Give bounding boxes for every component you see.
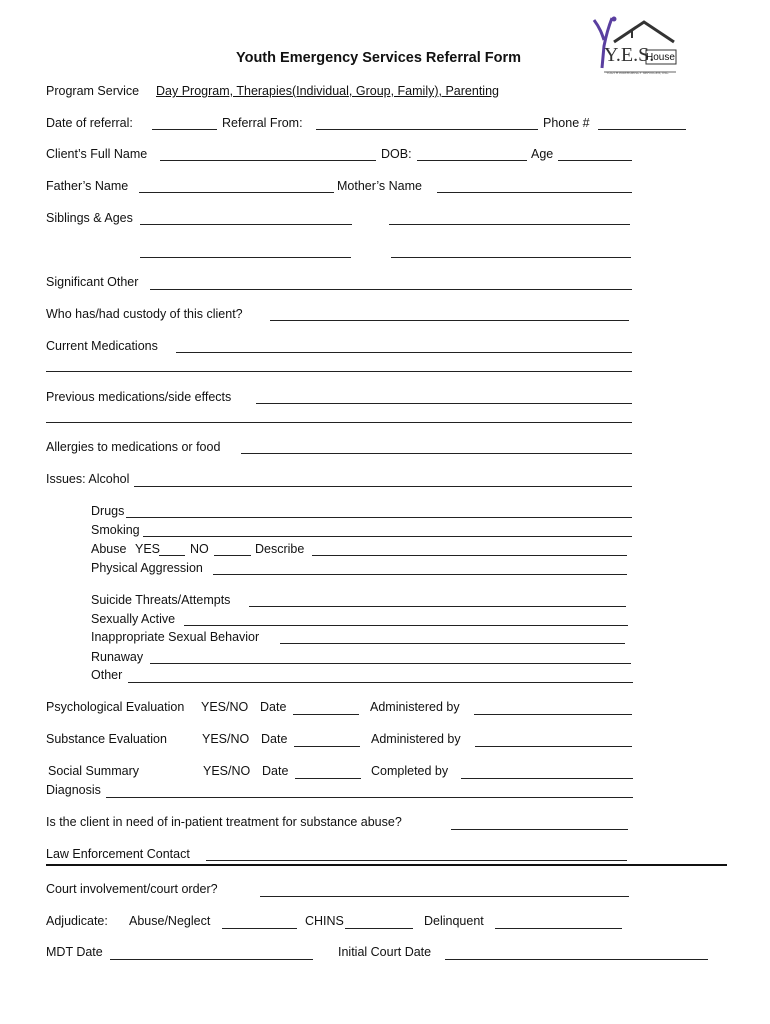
inappropriate-behavior-label: Inappropriate Sexual Behavior bbox=[91, 630, 260, 644]
social-summary-date-label: Date bbox=[262, 764, 289, 778]
alcohol-field[interactable] bbox=[134, 486, 632, 487]
siblings-field-1[interactable] bbox=[140, 224, 352, 225]
current-medications-label: Current Medications bbox=[46, 339, 158, 353]
date-of-referral-label: Date of referral: bbox=[46, 116, 133, 130]
abuse-no-field[interactable] bbox=[214, 555, 251, 556]
abuse-no-label: NO bbox=[190, 542, 209, 556]
client-name-field[interactable] bbox=[160, 160, 376, 161]
drugs-label: Drugs bbox=[91, 504, 125, 518]
social-summary-completed-label: Completed by bbox=[371, 764, 449, 778]
previous-medications-field-2[interactable] bbox=[46, 422, 632, 423]
page-title: Youth Emergency Services Referral Form bbox=[236, 50, 522, 66]
significant-other-label: Significant Other bbox=[46, 275, 139, 289]
current-medications-field[interactable] bbox=[176, 352, 632, 353]
substance-eval-admin-field[interactable] bbox=[475, 746, 632, 747]
phone-field[interactable] bbox=[598, 129, 686, 130]
mother-name-field[interactable] bbox=[437, 192, 632, 193]
date-of-referral-field[interactable] bbox=[152, 129, 217, 130]
smoking-label: Smoking bbox=[91, 523, 140, 537]
substance-eval-date-field[interactable] bbox=[294, 746, 360, 747]
suicide-threats-field[interactable] bbox=[249, 606, 626, 607]
logo-house-text: House bbox=[646, 52, 675, 63]
dob-field[interactable] bbox=[417, 160, 527, 161]
abuse-yes-field[interactable] bbox=[159, 555, 185, 556]
court-involvement-label: Court involvement/court order? bbox=[46, 882, 218, 896]
sexually-active-field[interactable] bbox=[184, 625, 628, 626]
current-medications-field-2[interactable] bbox=[46, 371, 632, 372]
law-enforcement-label: Law Enforcement Contact bbox=[46, 847, 190, 861]
substance-eval-label: Substance Evaluation bbox=[46, 732, 167, 746]
chins-field[interactable] bbox=[345, 928, 413, 929]
court-involvement-field[interactable] bbox=[260, 896, 629, 897]
abuse-describe-label: Describe bbox=[255, 542, 305, 556]
mdt-date-field[interactable] bbox=[110, 959, 313, 960]
siblings-field-2[interactable] bbox=[389, 224, 630, 225]
abuse-label: Abuse bbox=[91, 542, 127, 556]
dob-label: DOB: bbox=[381, 147, 412, 161]
physical-aggression-field[interactable] bbox=[213, 574, 627, 575]
custody-label: Who has/had custody of this client? bbox=[46, 307, 243, 321]
inpatient-field[interactable] bbox=[451, 829, 628, 830]
social-summary-label: Social Summary bbox=[48, 764, 139, 778]
delinquent-label: Delinquent bbox=[424, 914, 484, 928]
mdt-date-label: MDT Date bbox=[46, 945, 103, 959]
referral-from-field[interactable] bbox=[316, 129, 538, 130]
substance-eval-date-label: Date bbox=[261, 732, 288, 746]
siblings-label: Siblings & Ages bbox=[46, 211, 133, 225]
psych-eval-admin-field[interactable] bbox=[474, 714, 632, 715]
father-name-label: Father’s Name bbox=[46, 179, 129, 193]
section-divider bbox=[46, 864, 727, 866]
program-service-value: Day Program, Therapies(Individual, Group, Family), Parenting bbox=[156, 84, 499, 98]
runaway-label: Runaway bbox=[91, 650, 144, 664]
client-name-label: Client’s Full Name bbox=[46, 147, 148, 161]
abuse-describe-field[interactable] bbox=[312, 555, 627, 556]
age-field[interactable] bbox=[558, 160, 632, 161]
sexually-active-label: Sexually Active bbox=[91, 612, 176, 626]
runaway-field[interactable] bbox=[150, 663, 631, 664]
previous-medications-field[interactable] bbox=[256, 403, 632, 404]
siblings-field-4[interactable] bbox=[391, 257, 631, 258]
father-name-field[interactable] bbox=[139, 192, 334, 193]
abuse-neglect-field[interactable] bbox=[222, 928, 297, 929]
allergies-label: Allergies to medications or food bbox=[46, 440, 221, 454]
program-service-label: Program Service bbox=[46, 84, 140, 98]
physical-aggression-label: Physical Aggression bbox=[91, 561, 203, 575]
other-label: Other bbox=[91, 668, 123, 682]
psych-eval-admin-label: Administered by bbox=[370, 700, 460, 714]
abuse-yes-label: YES bbox=[135, 542, 161, 556]
psych-eval-date-label: Date bbox=[260, 700, 287, 714]
logo-letters: Y.E.S. bbox=[604, 44, 655, 66]
inappropriate-behavior-field[interactable] bbox=[280, 643, 625, 644]
initial-court-date-label: Initial Court Date bbox=[338, 945, 432, 959]
previous-medications-label: Previous medications/side effects bbox=[46, 390, 232, 404]
custody-field[interactable] bbox=[270, 320, 629, 321]
social-summary-completed-field[interactable] bbox=[461, 778, 633, 779]
law-enforcement-field[interactable] bbox=[206, 860, 627, 861]
mother-name-label: Mother’s Name bbox=[337, 179, 422, 193]
substance-eval-admin-label: Administered by bbox=[371, 732, 461, 746]
substance-eval-yesno: YES/NO bbox=[202, 732, 250, 746]
age-label: Age bbox=[531, 147, 554, 161]
drugs-field[interactable] bbox=[126, 517, 632, 518]
phone-label: Phone # bbox=[543, 116, 590, 130]
significant-other-field[interactable] bbox=[150, 289, 632, 290]
psych-eval-date-field[interactable] bbox=[293, 714, 359, 715]
abuse-neglect-label: Abuse/Neglect bbox=[129, 914, 211, 928]
other-field[interactable] bbox=[128, 682, 633, 683]
suicide-threats-label: Suicide Threats/Attempts bbox=[91, 593, 231, 607]
issues-alcohol-label: Issues: Alcohol bbox=[46, 472, 130, 486]
delinquent-field[interactable] bbox=[495, 928, 622, 929]
inpatient-label: Is the client in need of in-patient treatment for substance abuse? bbox=[46, 815, 402, 829]
psych-eval-label: Psychological Evaluation bbox=[46, 700, 185, 714]
social-summary-date-field[interactable] bbox=[295, 778, 361, 779]
referral-from-label: Referral From: bbox=[222, 116, 303, 130]
diagnosis-label: Diagnosis bbox=[46, 783, 101, 797]
psych-eval-yesno: YES/NO bbox=[201, 700, 249, 714]
adjudicate-label: Adjudicate: bbox=[46, 914, 108, 928]
social-summary-yesno: YES/NO bbox=[203, 764, 251, 778]
siblings-field-3[interactable] bbox=[140, 257, 351, 258]
chins-label: CHINS bbox=[305, 914, 344, 928]
initial-court-date-field[interactable] bbox=[445, 959, 708, 960]
allergies-field[interactable] bbox=[241, 453, 632, 454]
diagnosis-field[interactable] bbox=[106, 797, 633, 798]
smoking-field[interactable] bbox=[143, 536, 632, 537]
logo-org-text: YOUTH EMERGENCY SERVICES, INC. bbox=[606, 71, 670, 75]
